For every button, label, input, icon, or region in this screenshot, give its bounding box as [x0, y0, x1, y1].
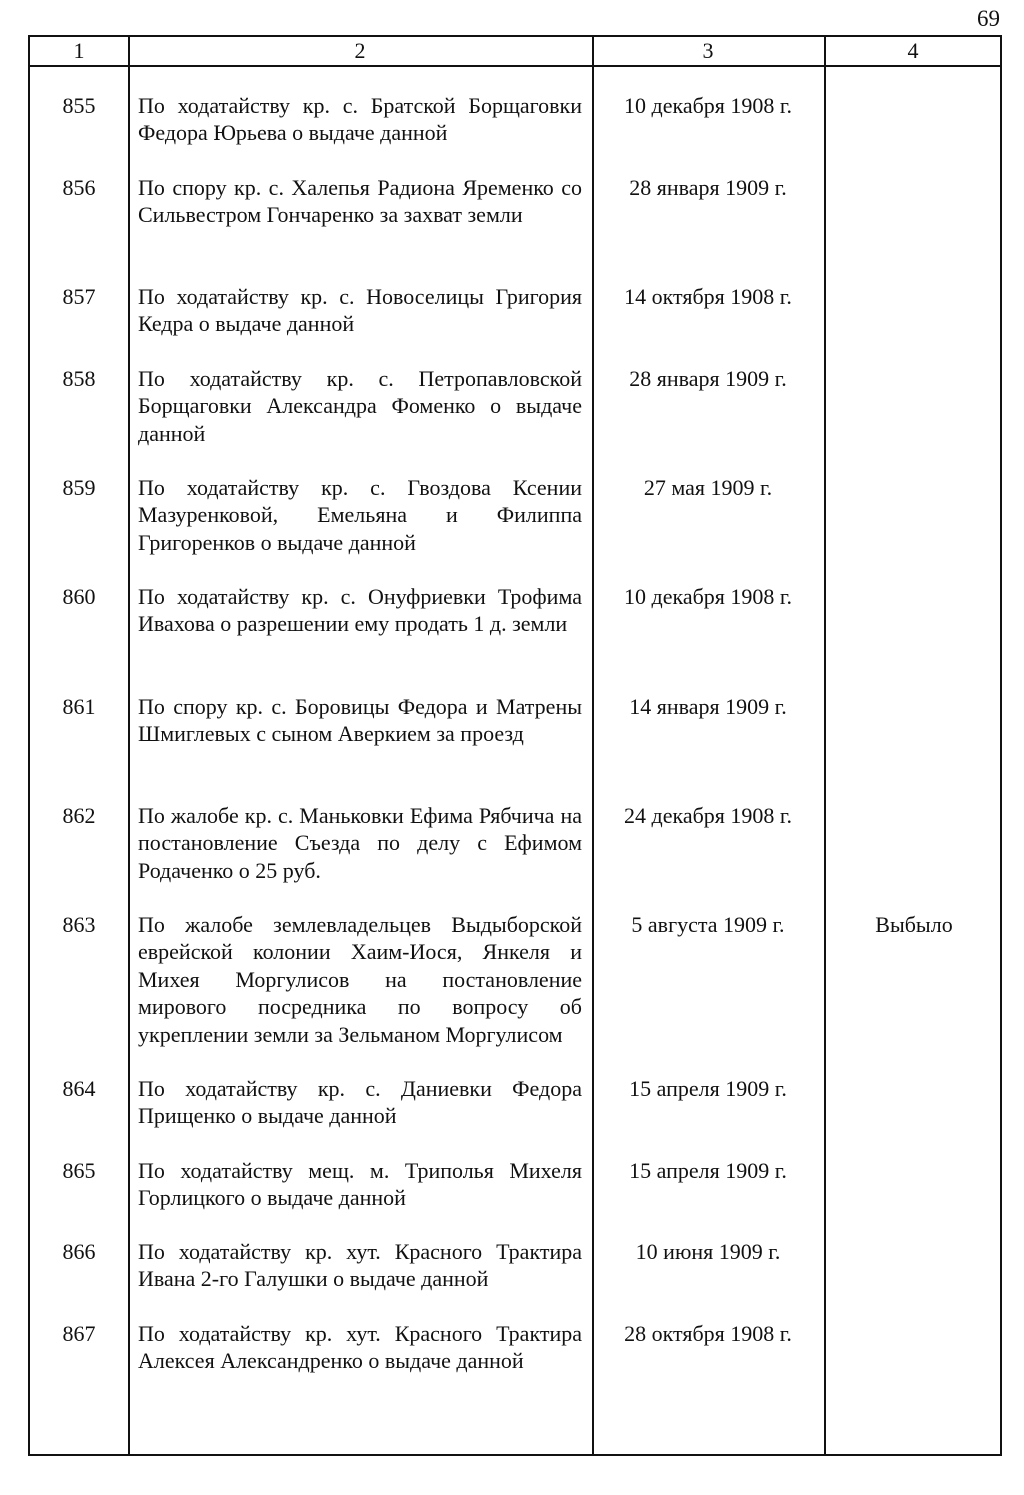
row-description: По ходатайству кр. с. Братской Борщаговки Федора Юрьева о выдаче данной: [138, 93, 582, 146]
row-date: 28 января 1909 г.: [629, 366, 787, 391]
header-col-3: 3: [702, 38, 714, 63]
row-number: 862: [62, 803, 96, 828]
row-number: 855: [62, 93, 96, 118]
row-description: По спору кр. с. Халепья Радиона Яременко со Сильвестром Гончаренко за захват земли: [138, 175, 582, 228]
row-description: По ходатайству кр. с. Петропавловской Борщаговки Александра Фоменко о выдаче данной: [138, 366, 582, 446]
row-note: Выбыло: [875, 912, 953, 937]
row-date: 14 января 1909 г.: [629, 694, 787, 719]
row-description: По ходатайству кр. с. Онуфриевки Трофима Ивахова о разрешении ему продать 1 д. земли: [138, 584, 582, 637]
row-date: 27 мая 1909 г.: [643, 475, 773, 500]
row-description: По жалобе кр. с. Маньковки Ефима Рябчича на постановление Съезда по делу с Ефимом Родаченко о 25 руб.: [138, 803, 582, 883]
row-date: 15 апреля 1909 г.: [629, 1076, 787, 1101]
row-description: По ходатайству кр. хут. Красного Трактира Алексея Александренко о выдаче данной: [138, 1321, 582, 1374]
row-description: По ходатайству кр. с. Новоселицы Григория Кедра о выдаче данной: [138, 284, 582, 337]
row-number: 859: [62, 475, 96, 500]
page-number: 69: [977, 6, 1000, 31]
row-number: 860: [62, 584, 96, 609]
row-number: 866: [62, 1239, 96, 1264]
row-date: 5 августа 1909 г.: [631, 912, 785, 937]
column-divider: [128, 37, 130, 1454]
row-description: По ходатайству кр. с. Гвоздова Ксении Мазуренковой, Емельяна и Филиппа Григоренков о выдаче данной: [138, 475, 582, 555]
header-col-4: 4: [907, 38, 919, 63]
row-number: 861: [62, 694, 96, 719]
row-description: По жалобе землевладельцев Выдыборской еврейской колонии Хаим-Иося, Янкеля и Михея Моргулисов на постановление мирового посредника по вопросу об укреплении земли за Зельманом Моргулисом: [138, 912, 582, 1047]
row-description: По ходатайству кр. с. Даниевки Федора Прищенко о выдаче данной: [138, 1076, 582, 1129]
header-divider: [30, 65, 1000, 67]
row-number: 858: [62, 366, 96, 391]
row-number: 867: [62, 1321, 96, 1346]
row-date: 10 декабря 1908 г.: [624, 93, 792, 118]
row-date: 28 октября 1908 г.: [624, 1321, 792, 1346]
row-number: 856: [62, 175, 96, 200]
row-number: 864: [62, 1076, 96, 1101]
row-date: 10 декабря 1908 г.: [624, 584, 792, 609]
row-date: 24 декабря 1908 г.: [624, 803, 792, 828]
row-description: По спору кр. с. Боровицы Федора и Матрены Шмиглевых с сыном Аверкием за проезд: [138, 694, 582, 747]
column-divider: [824, 37, 826, 1454]
header-col-2: 2: [354, 38, 366, 63]
row-number: 865: [62, 1158, 96, 1183]
row-description: По ходатайству кр. хут. Красного Трактира Ивана 2-го Галушки о выдаче данной: [138, 1239, 582, 1292]
row-description: По ходатайству мещ. м. Триполья Михеля Горлицкого о выдаче данной: [138, 1158, 582, 1211]
row-number: 857: [62, 284, 96, 309]
row-date: 10 июня 1909 г.: [635, 1239, 781, 1264]
header-col-1: 1: [73, 38, 85, 63]
row-number: 863: [62, 912, 96, 937]
register-table: [28, 35, 1002, 1456]
row-date: 14 октября 1908 г.: [624, 284, 792, 309]
row-date: 15 апреля 1909 г.: [629, 1158, 787, 1183]
row-date: 28 января 1909 г.: [629, 175, 787, 200]
